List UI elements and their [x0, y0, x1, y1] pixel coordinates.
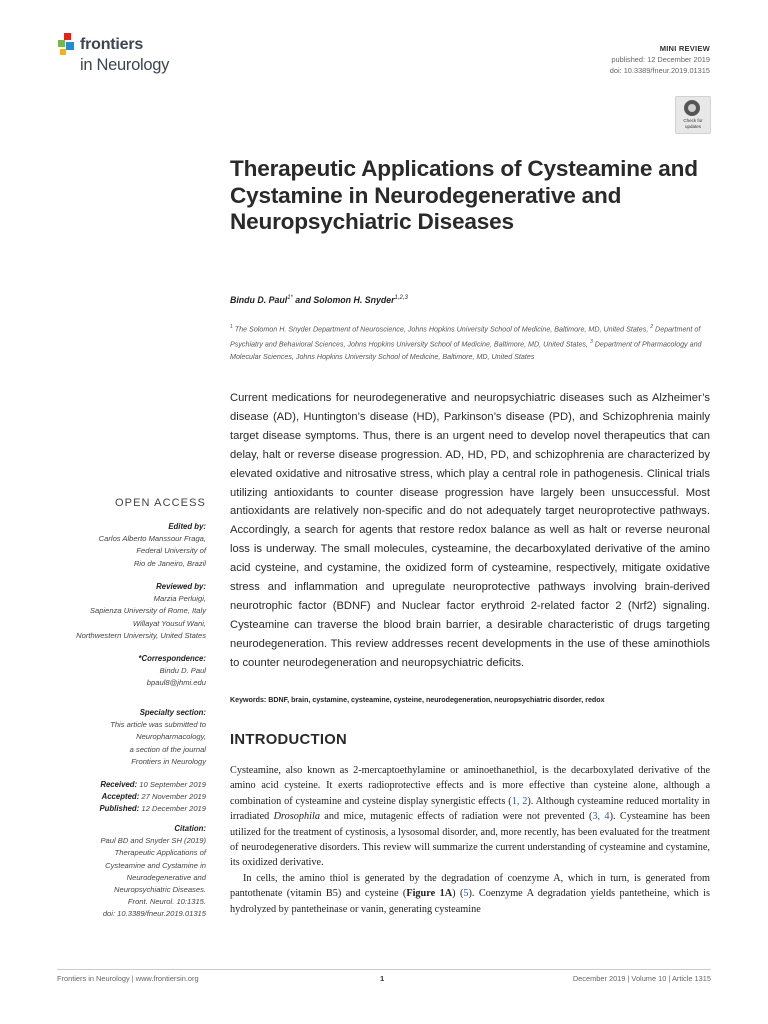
section-heading: INTRODUCTION [230, 732, 348, 748]
footer-divider [57, 969, 711, 970]
citation-link[interactable]: 1, 2 [511, 795, 528, 807]
reviewed-by-section: Reviewed by: Marzia Perluigi, Sapienza University of Rome, Italy Willayat Yousuf Wani, Northwestern University, United States [76, 582, 206, 640]
check-for-updates-label: Check for updates [683, 118, 703, 129]
article-title: Therapeutic Applications of Cysteamine and Cystamine in Neurodegenerative and Neuropsychiatric Diseases [230, 156, 698, 234]
citation-section: Citation: Paul BD and Snyder SH (2019) Therapeutic Applications of Cysteamine and Cystamine in Neurodegenerative and Neuropsychiatric Diseases. Front. Neurol. 10:1315. doi: 10.3389/fneur.2019.01315 [100, 824, 206, 919]
page-number: 1 [380, 974, 385, 983]
citation-doi-link[interactable]: doi: 10.3389/fneur.2019.01315 [102, 909, 206, 919]
paragraph: In cells, the amino thiol is generated by the degradation of coenzyme A, which in turn, is generated from pantothenate (vitamin B5) and cysteine (Figure 1A) (5). Coenzyme A degradation yields pantetheine, which is hydrolyzed by pantetheinase or vanin, generating cysteamine [230, 872, 711, 915]
dates-section: Received: 10 September 2019 Accepted: 27 November 2019 Published: 12 December 2019 [99, 780, 206, 814]
check-for-updates-button[interactable] [675, 96, 711, 134]
citation-link[interactable]: 5 [463, 888, 469, 900]
specialty-section: Specialty section: This article was submitted to Neuropharmacology, a section of the journal Frontiers in Neurology [110, 708, 206, 766]
frontiers-logo-icon [57, 33, 77, 57]
affiliations: $^1$ The Solomon H. Snyder Department of Neuroscience, Johns Hopkins University School of Medicine, Baltimore, MD, United States, $^2$ Department of Psychiatry and Behavioral Sciences, Johns Hopkins University School of Medicine, Baltimore, MD, United States, $^3$ Department of Pharmacology and Molecular Sciences, Johns Hopkins University School of Medicine, Baltimore, MD, United States [230, 324, 702, 361]
author-list: Bindu D. Paul$^{1*}$ and Solomon H. Snyder$^{1,2,3}$ [230, 295, 408, 305]
brand-name: frontiers [80, 36, 144, 53]
publication-date: published: 12 December 2019 [611, 55, 710, 64]
abstract: Current medications for neurodegenerative and neuropsychiatric diseases such as Alzheimer’s disease (AD), Huntington’s disease (HD), Parkinson’s disease (PD), and Schizophrenia mainly target disease symptoms. Thus, there is an urgent need to develop novel therapeutics that can delay, halt or reverse disease progression. AD, HD, PD, and schizophrenia are characterized by elevated oxidative and nitrosative stress, which play a central role in pathogenesis. Clinical trials utilizing antioxidants to counter disease progression have largely been unsuccessful. Most antioxidants are relatively non-specific and do not adequately target neuroprotective pathways. Accordingly, a search for agents that restore redox balance as well as halt or reverse neuronal loss is underway. The small molecules, cysteamine, the decarboxylated derivative of the amino acid cysteine, and cystamine, the oxidized form of cysteamine, respectively, mitigate oxidative stress and inflammation and upregulate neuroprotective pathways involving brain-derived neurotrophic factor (BDNF) and Nuclear factor erythroid 2-related factor 2 (Nrf2) signaling. Cysteamine can traverse the blood brain barrier, a desirable characteristic of drugs targeting neurodegeneration. This review addresses recent developments in the use of these aminothiols to counter neurodegeneration and neuropsychiatric deficits. [230, 392, 710, 669]
journal-logo[interactable] [57, 32, 227, 80]
author-name[interactable]: Bindu D. Paul [230, 295, 288, 305]
crossmark-icon [684, 100, 700, 116]
open-access-label: OPEN ACCESS [115, 497, 206, 509]
citation-link[interactable]: 3, 4 [592, 811, 610, 823]
doi-link[interactable]: doi: 10.3389/fneur.2019.01315 [609, 66, 710, 75]
footer-issue-info: December 2019 | Volume 10 | Article 1315 [572, 974, 711, 983]
correspondence-email-link[interactable]: bpaul8@jhmi.edu [146, 678, 206, 688]
edited-by-section: Edited by: Carlos Alberto Manssour Fraga, Federal University of Rio de Janeiro, Brazil [98, 522, 206, 568]
keywords: Keywords: BDNF, brain, cystamine, cysteamine, cysteine, neurodegeneration, neuropsychiatric disorder, redox [230, 696, 605, 704]
article-type: MINI REVIEW [659, 44, 710, 53]
paragraph: Cysteamine, also known as 2-mercaptoethylamine or aminoethanethiol, is the decarboxylated derivative of the amino acid cysteine. It exerts radioprotective effects and is more effective than cysteine alone, although a combination of cysteamine and cysteine display synergistic effects (1, 2). Although cysteamine reduced mortality in irradiated Drosophila and mice, mutagenic effects of radiation were not prevented (3, 4). Cysteamine has been utilized for the treatment of cystinosis, a lysosomal disorder, and, more recently, has been evaluated for the treatment of neurodegenerative disorders. This review will summarize the current understanding of cysteamine and cystamine, its oxidized derivative. [230, 765, 711, 869]
journal-name: in Neurology [80, 56, 170, 74]
footer-journal-link[interactable]: Frontiers in Neurology | www.frontiersin.org [57, 974, 199, 983]
author-name[interactable]: Solomon H. Snyder [313, 295, 395, 305]
correspondence-section: *Correspondence: Bindu D. Paul bpaul8@jhmi.edu [138, 654, 206, 688]
introduction-body [230, 763, 710, 917]
figure-link[interactable]: Figure 1A [406, 888, 453, 900]
